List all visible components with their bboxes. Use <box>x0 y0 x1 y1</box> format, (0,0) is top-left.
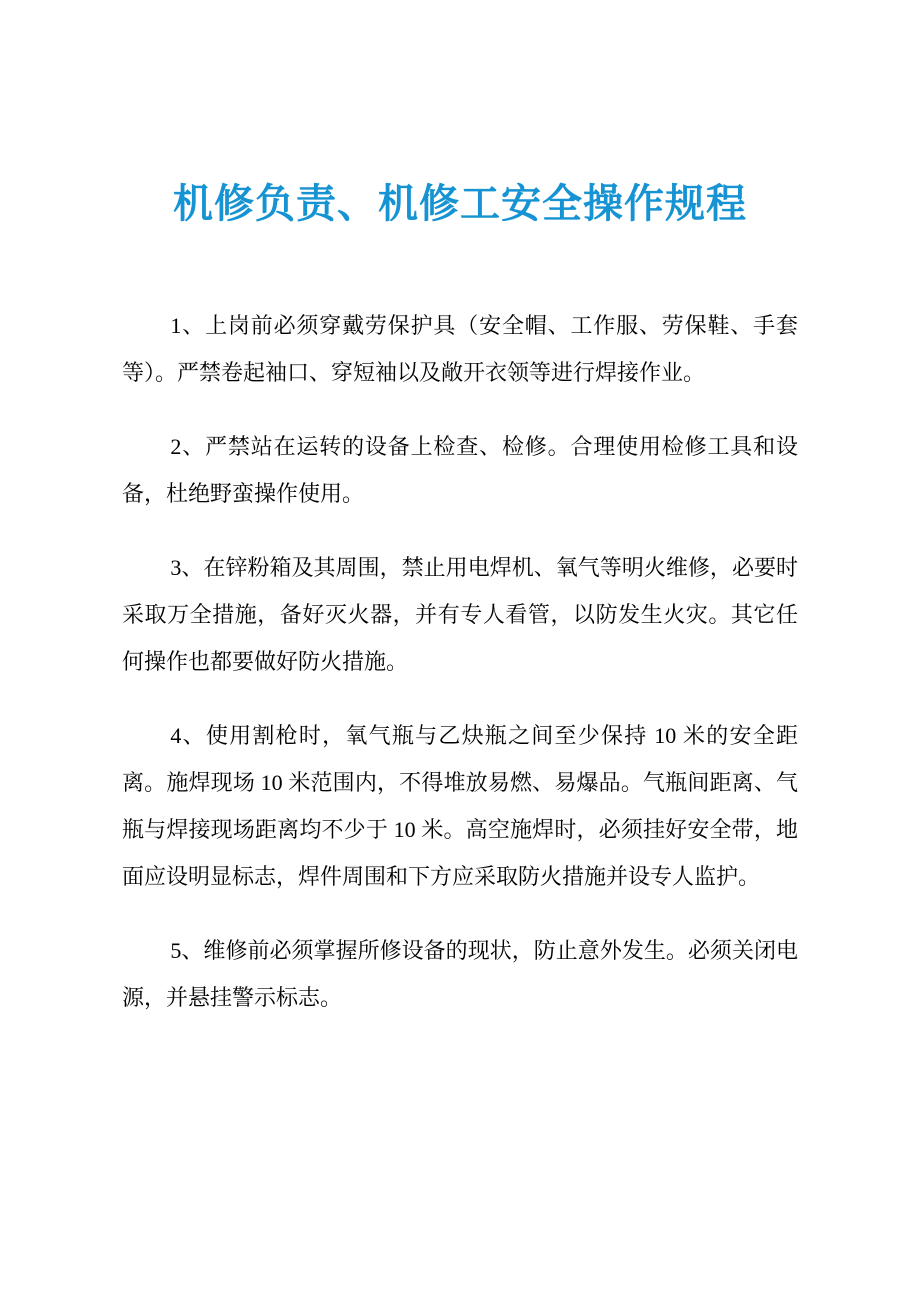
page-title: 机修负责、机修工安全操作规程 <box>173 182 747 226</box>
paragraph-1: 1、上岗前必须穿戴劳保护具（安全帽、工作服、劳保鞋、手套等）。严禁卷起袖口、穿短袖以及敞开衣领等进行焊接作业。 <box>122 313 798 385</box>
paragraph-2: 2、严禁站在运转的设备上检查、检修。合理使用检修工具和设备，杜绝野蛮操作使用。 <box>122 434 798 506</box>
paragraph-4: 4、使用割枪时，氧气瓶与乙炔瓶之间至少保持 10 米的安全距离。施焊现场 10 米范围内，不得堆放易燃、易爆品。气瓶间距离、气瓶与焊接现场距离均不少于 10 米。高空施焊时，必须挂好安全带，地面应设明显标志，焊件周围和下方应采取防火措施并设专人监护。 <box>122 723 798 889</box>
paragraph-5: 5、维修前必须掌握所修设备的现状，防止意外发生。必须关闭电源，并悬挂警示标志。 <box>122 938 798 1010</box>
paragraph-3: 3、在锌粉箱及其周围，禁止用电焊机、氧气等明火维修，必要时采取万全措施，备好灭火器，并有专人看管，以防发生火灾。其它任何操作也都要做好防火措施。 <box>122 555 798 674</box>
document-body <box>122 302 798 1021</box>
